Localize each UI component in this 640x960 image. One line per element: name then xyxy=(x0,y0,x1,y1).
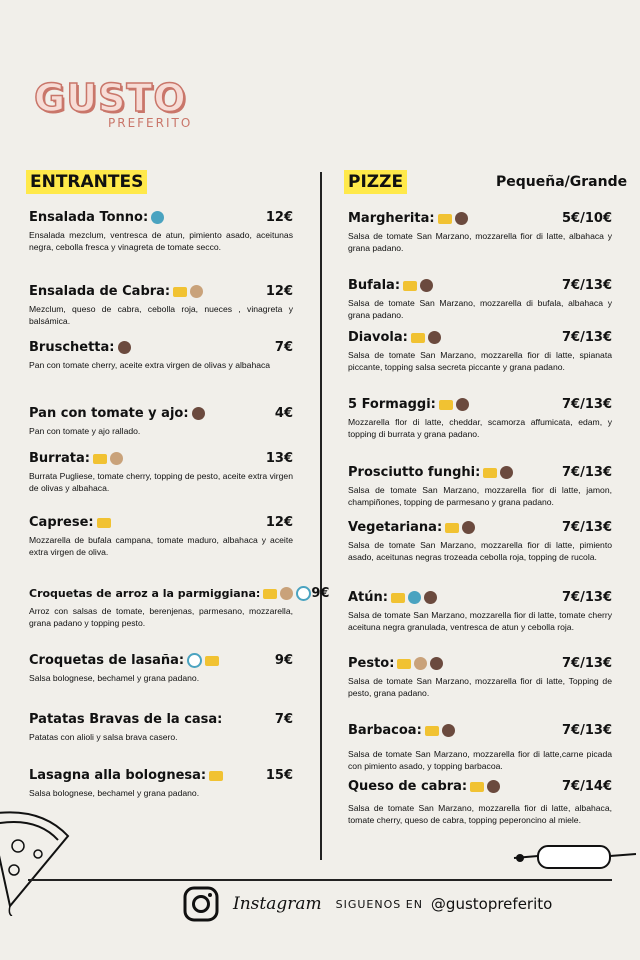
item-description: Salsa de tomate San Marzano, mozzarella fior di latte,carne picada con pimiento asado, y topping barbacoa. xyxy=(348,749,612,771)
item-name: Burrata: xyxy=(29,451,90,466)
item-description: Pan con tomate y ajo rallado. xyxy=(29,426,141,436)
menu-item xyxy=(348,779,612,826)
item-name: Pan con tomate y ajo: xyxy=(29,406,189,421)
item-price: 5€/10€ xyxy=(562,211,612,226)
item-name: Bruschetta: xyxy=(29,340,115,355)
menu-item xyxy=(348,656,612,699)
item-name: Ensalada Tonno: xyxy=(29,210,149,225)
item-description: Salsa de tomate San Marzano, mozzarella fior di latte, tomate cherry aceituna negra granulada, ventresca de atun y cebolla roja. xyxy=(348,610,612,632)
instagram-wordmark: Instagram xyxy=(233,894,322,914)
item-name: Barbacoa: xyxy=(348,723,422,738)
instagram-icon[interactable] xyxy=(183,886,219,922)
item-description: Salsa de tomate San Marzano, mozzarella fior di latte, albahaca, tomate cherry, queso de cabra, topping peperoncino al miele. xyxy=(348,803,612,825)
menu-item xyxy=(348,278,612,321)
column-divider xyxy=(320,172,322,860)
menu-item xyxy=(29,210,293,253)
gluten-icon xyxy=(462,521,475,534)
item-price: 12€ xyxy=(265,284,293,299)
gluten-icon xyxy=(500,466,513,479)
item-name: Vegetariana: xyxy=(348,520,443,535)
pizze-heading: PIZZE xyxy=(344,170,407,194)
item-price: 12€ xyxy=(265,210,293,225)
brand-subtitle: PREFERITO xyxy=(108,116,193,130)
item-price: 4€ xyxy=(274,406,293,421)
nut-icon xyxy=(414,657,427,670)
item-name: Atún: xyxy=(348,590,388,605)
item-price: 12€ xyxy=(265,515,293,530)
item-description: Patatas con alioli y salsa brava casero. xyxy=(29,732,178,742)
item-price: 15€ xyxy=(265,768,293,783)
cheese-icon xyxy=(470,782,484,792)
item-price: 7€/13€ xyxy=(562,278,612,293)
item-name: Patatas Bravas de la casa: xyxy=(29,712,223,727)
cheese-icon xyxy=(438,214,452,224)
fish-icon xyxy=(151,211,164,224)
menu-item xyxy=(29,515,293,558)
item-name: Diavola: xyxy=(348,330,408,345)
cheese-icon xyxy=(93,454,107,464)
item-description: Salsa de tomate San Marzano, mozzarella fior di latte, spianata piccante, topping salsa secreta piccante y grana padano. xyxy=(348,350,612,372)
item-description: Mezclum, queso de cabra, cebolla roja, nueces , vinagreta y balsámica. xyxy=(29,304,293,326)
item-name: Queso de cabra: xyxy=(348,779,468,794)
item-description: Salsa de tomate San Marzano, mozzarella fior di latte, jamon, champiñones, topping de parmesano y grana padano. xyxy=(348,485,612,507)
item-name: 5 Formaggi: xyxy=(348,397,436,412)
menu-item xyxy=(29,451,293,494)
item-description: Salsa bolognese, bechamel y grana padano. xyxy=(29,673,200,683)
cheese-icon xyxy=(205,656,219,666)
follow-label: SIGUENOS EN xyxy=(335,897,423,911)
cheese-icon xyxy=(263,589,277,599)
gluten-icon xyxy=(428,331,441,344)
cheese-icon xyxy=(391,593,405,603)
egg-icon xyxy=(187,653,202,668)
item-description: Pan con tomate cherry, aceite extra virgen de olivas y albahaca xyxy=(29,360,271,370)
menu-item xyxy=(348,723,612,772)
cheese-icon xyxy=(173,287,187,297)
item-name: Croquetas de lasaña: xyxy=(29,653,185,668)
item-description: Mozzarella de bufala campana, tomate maduro, albahaca y aceite extra virgen de oliva. xyxy=(29,535,293,557)
nut-icon xyxy=(110,452,123,465)
gluten-icon xyxy=(430,657,443,670)
item-price: 7€/13€ xyxy=(562,330,612,345)
gluten-icon xyxy=(424,591,437,604)
item-price: 7€/13€ xyxy=(562,590,612,605)
item-price: 7€/13€ xyxy=(562,520,612,535)
rolling-pin-illustration xyxy=(512,838,636,878)
item-description: Salsa bolognese, bechamel y grana padano. xyxy=(29,788,200,798)
gluten-icon xyxy=(455,212,468,225)
gluten-icon xyxy=(420,279,433,292)
cheese-icon xyxy=(445,523,459,533)
brand-name: GUSTO xyxy=(34,76,187,120)
item-price: 9€ xyxy=(274,653,293,668)
item-description: Salsa de tomate San Marzano, mozzarella fior di latte, Topping de pesto, grana padano. xyxy=(348,676,612,698)
pizza-slice-illustration xyxy=(0,806,72,916)
cheese-icon xyxy=(397,659,411,669)
cheese-icon xyxy=(403,281,417,291)
item-price: 7€/13€ xyxy=(562,397,612,412)
cheese-icon xyxy=(483,468,497,478)
menu-item xyxy=(29,340,293,371)
item-name: Croquetas de arroz a la parmiggiana: xyxy=(29,587,261,600)
item-description: Burrata Pugliese, tomate cherry, topping de pesto, aceite extra virgen de olivas y albahaca. xyxy=(29,471,293,493)
item-name: Caprese: xyxy=(29,515,94,530)
item-name: Margherita: xyxy=(348,211,435,226)
item-description: Salsa de tomate San Marzano, mozzarella fior di latte, albahaca y grana padano. xyxy=(348,231,612,253)
item-name: Bufala: xyxy=(348,278,401,293)
menu-item xyxy=(348,465,612,508)
item-price: 7€/13€ xyxy=(562,723,612,738)
menu-item xyxy=(29,768,293,799)
cheese-icon xyxy=(425,726,439,736)
footer xyxy=(183,886,552,922)
item-price: 7€/13€ xyxy=(562,465,612,480)
item-name: Pesto: xyxy=(348,656,395,671)
item-price: 7€ xyxy=(274,340,293,355)
item-description: Ensalada mezclum, ventresca de atun, pimiento asado, aceitunas negra, cebolla fresca y vinagreta de tomate secco. xyxy=(29,230,293,252)
nut-icon xyxy=(280,587,293,600)
menu-item xyxy=(29,406,293,437)
cheese-icon xyxy=(209,771,223,781)
item-name: Prosciutto funghi: xyxy=(348,465,481,480)
item-price: 7€/13€ xyxy=(562,656,612,671)
nut-icon xyxy=(190,285,203,298)
gluten-icon xyxy=(487,780,500,793)
cheese-icon xyxy=(97,518,111,528)
cheese-icon xyxy=(439,400,453,410)
brand-logo xyxy=(34,78,192,130)
item-price: 13€ xyxy=(265,451,293,466)
menu-item xyxy=(348,211,612,254)
item-price: 7€/14€ xyxy=(562,779,612,794)
menu-item xyxy=(348,590,612,633)
menu-item xyxy=(29,712,293,743)
gluten-icon xyxy=(118,341,131,354)
item-description: Salsa de tomate San Marzano, mozzarella di bufala, albahaca y grana padano. xyxy=(348,298,612,320)
item-description: Salsa de tomate San Marzano, mozzarella fior di latte, pimiento asado, aceitunas negras trozeada cebolla roja, topping de rucola. xyxy=(348,540,612,562)
menu-item xyxy=(29,284,293,327)
footer-divider xyxy=(28,879,612,881)
item-price: 9€ xyxy=(311,586,330,601)
item-price: 7€ xyxy=(274,712,293,727)
item-name: Ensalada de Cabra: xyxy=(29,284,171,299)
menu-item xyxy=(348,330,612,373)
menu-item xyxy=(29,653,293,684)
menu-item xyxy=(348,520,612,563)
gluten-icon xyxy=(442,724,455,737)
gluten-icon xyxy=(192,407,205,420)
gluten-icon xyxy=(456,398,469,411)
instagram-handle[interactable]: @gustopreferito xyxy=(430,895,553,913)
cheese-icon xyxy=(411,333,425,343)
menu-item xyxy=(29,586,330,629)
fish-icon xyxy=(408,591,421,604)
egg-icon xyxy=(296,586,311,601)
item-name: Lasagna alla bolognesa: xyxy=(29,768,207,783)
size-header: Pequeña/Grande xyxy=(496,174,628,190)
entrantes-heading: ENTRANTES xyxy=(26,170,147,194)
item-description: Mozzarella flor di latte, cheddar, scamorza affumicata, edam, y topping di burrata y grana padano. xyxy=(348,417,612,439)
menu-item xyxy=(348,397,612,440)
item-description: Arroz con salsas de tomate, berenjenas, parmesano, mozzarella, grana padano y topping pesto. xyxy=(29,606,293,628)
